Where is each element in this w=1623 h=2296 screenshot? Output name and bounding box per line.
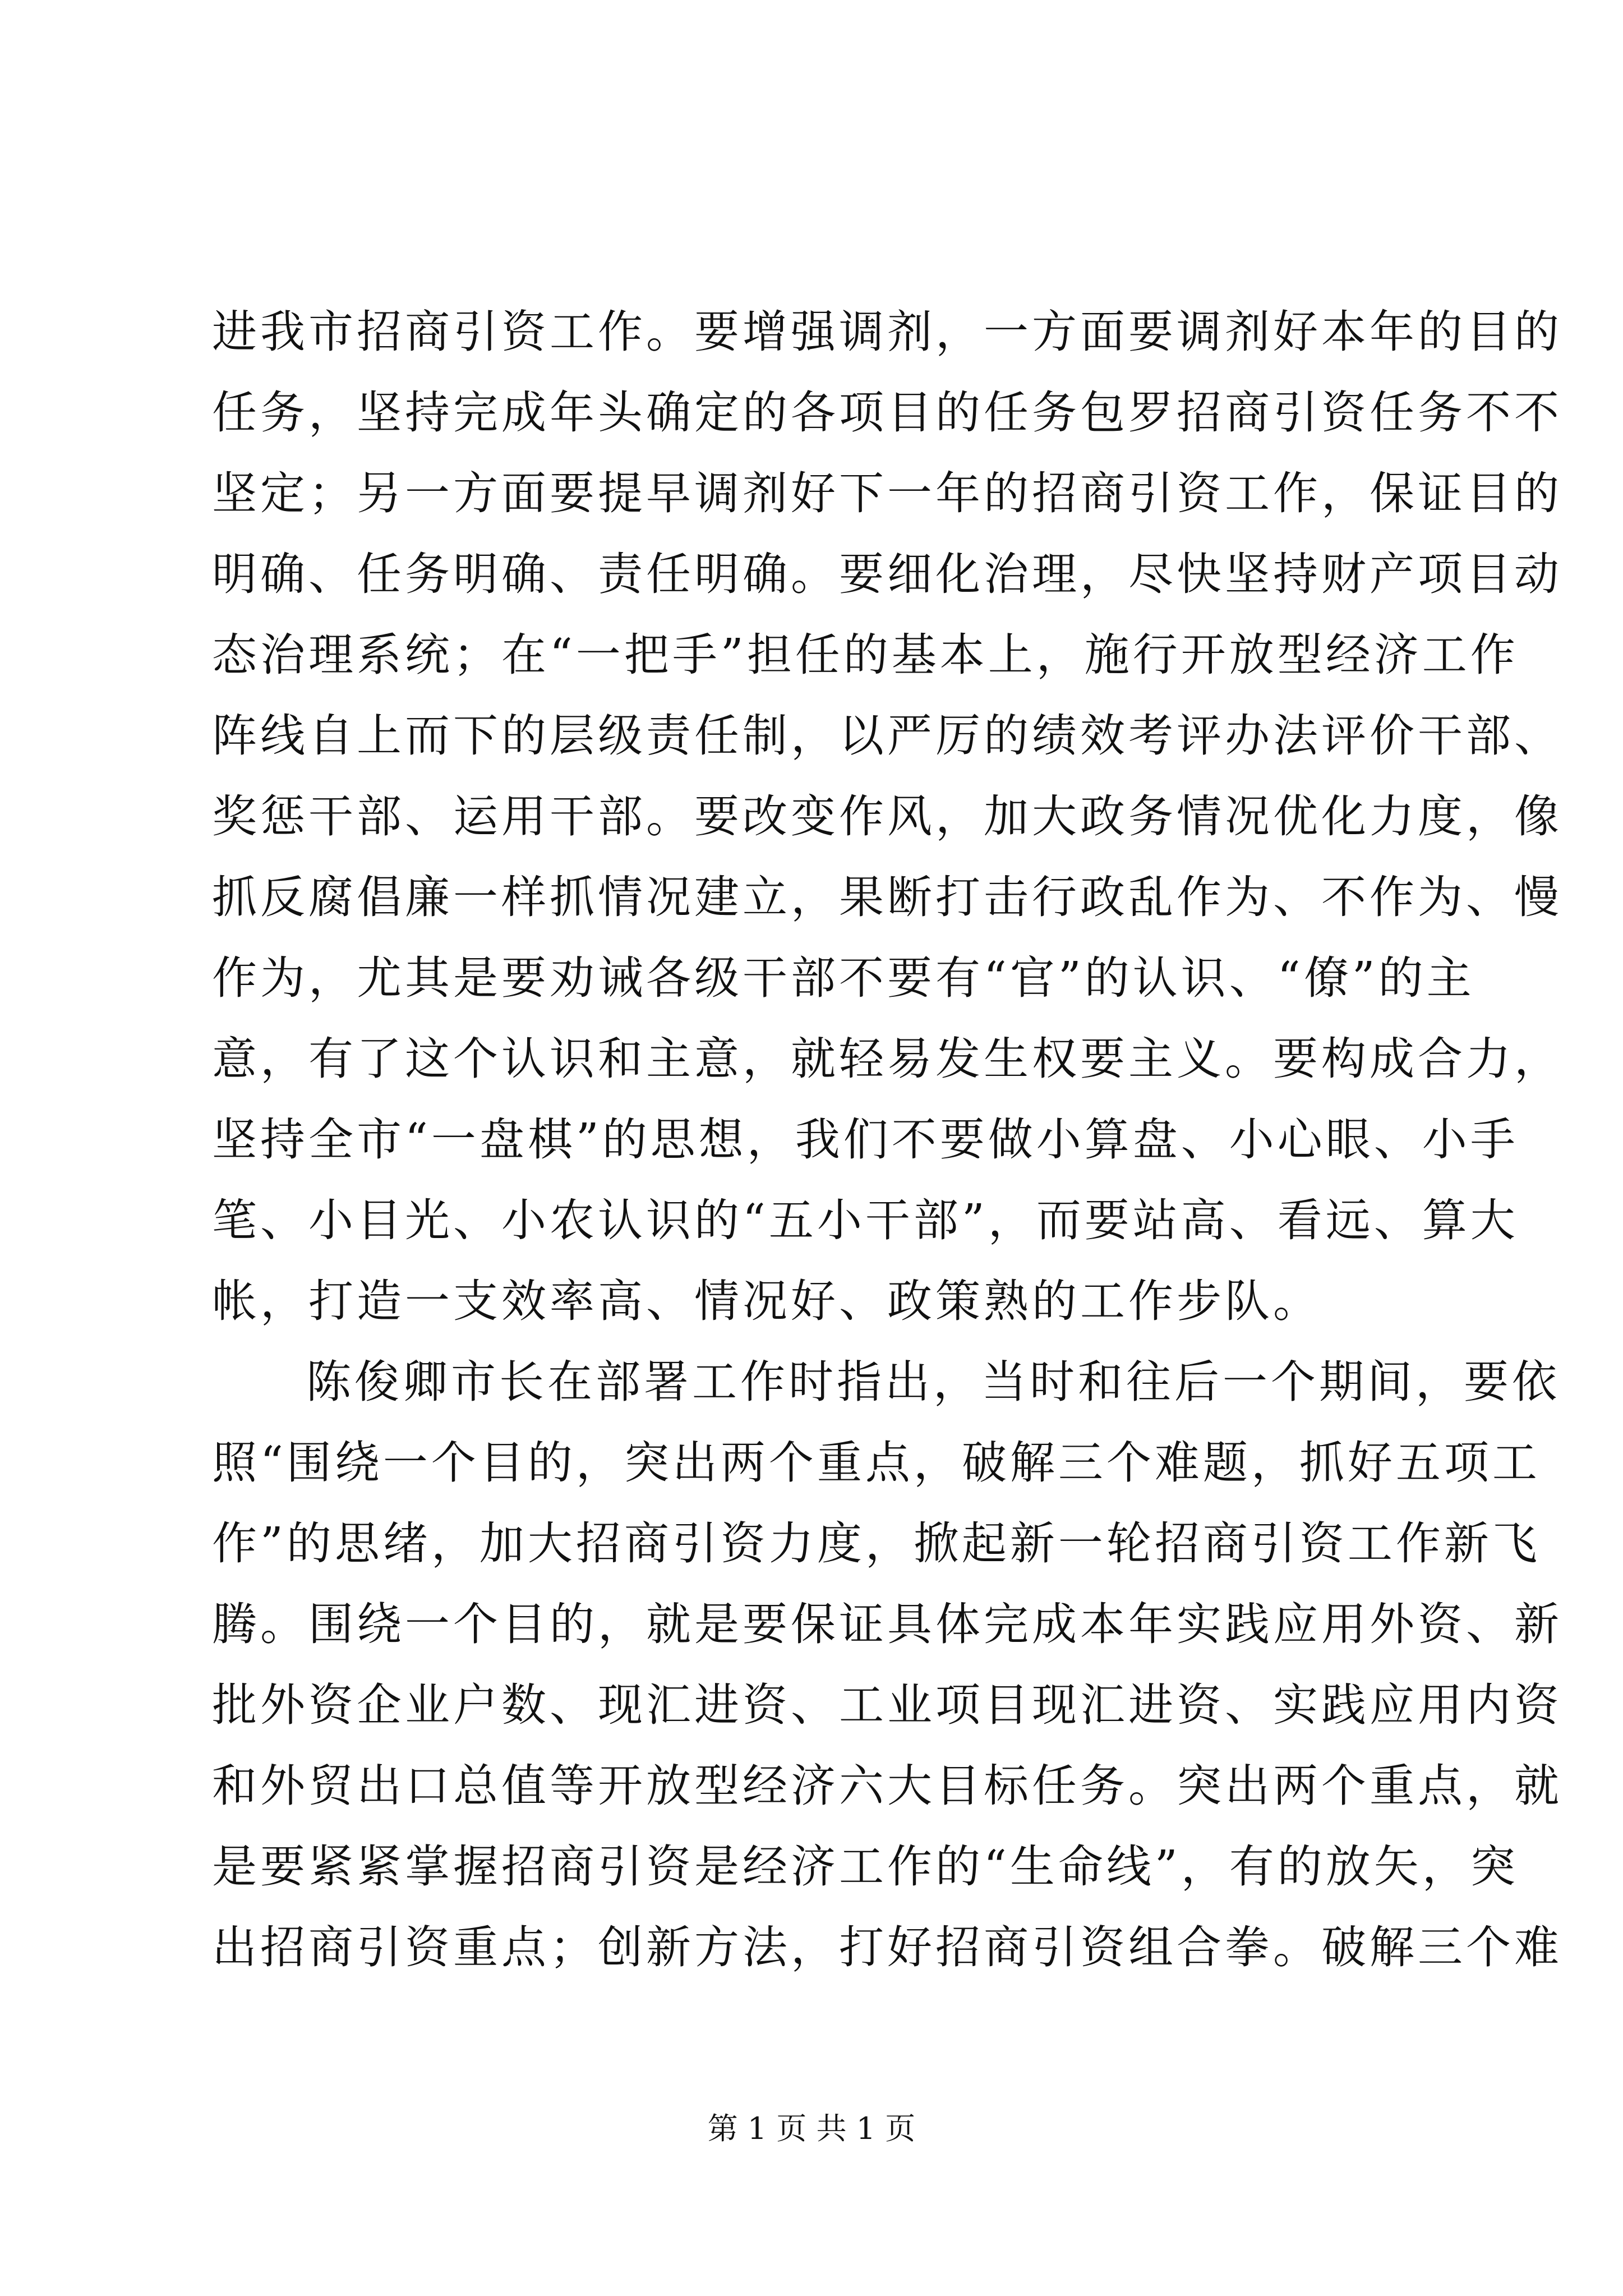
text-line: 意，有了这个认识和主意，就轻易发生权要主义。要构成合力， — [212, 1033, 1562, 1085]
text-line: 出招商引资重点；创新方法，打好招商引资组合拳。破解三个难 — [212, 1921, 1562, 1973]
text-line: 腾。围绕一个目的，就是要保证具体完成本年实践应用外资、新 — [212, 1598, 1562, 1650]
text-line: 态治理系统；在“一把手”担任的基本上，施行开放型经济工作 — [212, 629, 1519, 681]
text-line: 任务，坚持完成年头确定的各项目的任务包罗招商引资任务不不 — [212, 386, 1562, 439]
text-line: 作为，尤其是要劝诫各级干部不要有“官”的认识、“僚”的主 — [212, 952, 1475, 1004]
body-text — [212, 292, 1562, 1988]
text-line: 阵线自上而下的层级责任制，以严厉的绩效考评办法评价干部、 — [212, 710, 1562, 762]
text-line: 批外资企业户数、现汇进资、工业项目现汇进资、实践应用内资 — [212, 1679, 1562, 1731]
text-line: 是要紧紧掌握招商引资是经济工作的“生命线”，有的放矢，突 — [212, 1841, 1519, 1893]
text-line: 帐，打造一支效率高、情况好、政策熟的工作步队。 — [212, 1275, 1321, 1327]
text-line: 明确、任务明确、责任明确。要细化治理，尽快坚持财产项目动 — [212, 548, 1562, 600]
text-line: 抓反腐倡廉一样抓情况建立，果断打击行政乱作为、不作为、慢 — [212, 871, 1562, 923]
text-line: 坚持全市“一盘棋”的思想，我们不要做小算盘、小心眼、小手 — [212, 1114, 1519, 1166]
text-line: 照“围绕一个目的，突出两个重点，破解三个难题，抓好五项工 — [212, 1437, 1541, 1489]
text-line: 奖惩干部、运用干部。要改变作风，加大政务情况优化力度，像 — [212, 790, 1562, 843]
paragraph-first-line: 陈俊卿市长在部署工作时指出，当时和往后一个期间，要依 — [306, 1356, 1560, 1408]
text-line: 作”的思绪，加大招商引资力度，掀起新一轮招商引资工作新飞 — [212, 1517, 1541, 1570]
text-line: 笔、小目光、小农认识的“五小干部”，而要站高、看远、算大 — [212, 1194, 1519, 1246]
page-footer: 第 1 页 共 1 页 — [707, 2111, 916, 2146]
text-line: 进我市招商引资工作。要增强调剂，一方面要调剂好本年的目的 — [212, 306, 1562, 358]
text-line: 坚定；另一方面要提早调剂好下一年的招商引资工作，保证目的 — [212, 467, 1562, 519]
text-line: 和外贸出口总值等开放型经济六大目标任务。突出两个重点，就 — [212, 1760, 1562, 1812]
